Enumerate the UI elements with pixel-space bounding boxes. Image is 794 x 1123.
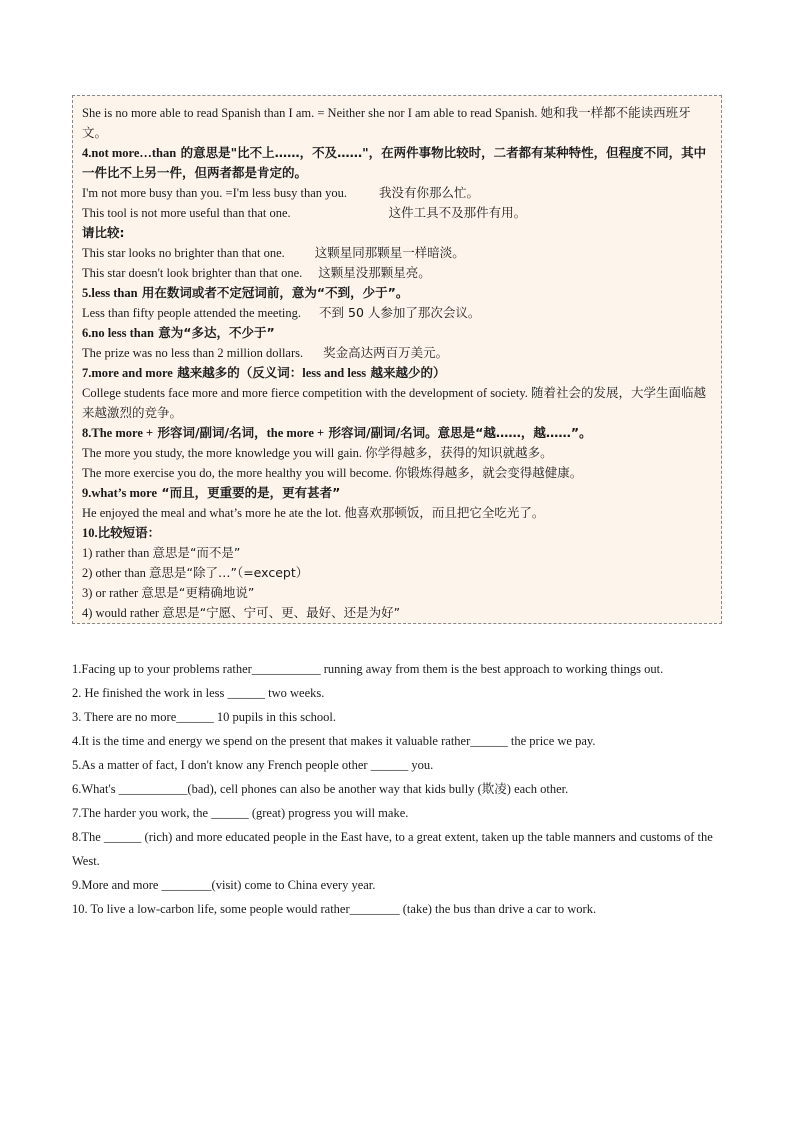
sec7-heading-en2: less and less [302,366,367,380]
sec4-example-2-cn: 这件工具不及那件有用。 [388,205,527,220]
sec5-heading-cn: 用在数词或者不定冠词前，意为“不到，少于”。 [137,285,409,300]
sec4-example-2 [82,203,713,223]
compare-example-2-en: This star doesn't look brighter than that one. [82,266,303,280]
exercise-item-5: 5.As a matter of fact, I don't know any French people other ______ you. [72,758,434,772]
sec6-example [82,343,713,363]
sec10-item-3 [82,583,713,603]
sec8-heading-cn: 形容词/副词/名词， [153,425,267,440]
sec10-item-1 [82,543,713,563]
sec7-example [82,383,713,423]
sec10-item-4-cn: 意思是“宁愿、宁可、更、最好、还是为好” [162,605,401,620]
intro-example-cn: 她和我一样都不能读西班牙文。 [82,105,691,140]
sec4-heading-cn: 的意思是"比不上……，不及……"，在两件事物比较时，二者都有某种特性，但程度不同，其中一件比不上另一件，但两者都是肯定的。 [82,145,707,180]
sec5-example-en: Less than fifty people attended the meeting. [82,306,302,320]
exercise-item-8: 8.The ______ (rich) and more educated people in the East have, to a great extent, taken up the table manners and customs of the West. [72,830,713,868]
sec8-example-1-cn: 你学得越多，获得的知识就越多。 [365,445,553,460]
sec10-item-2-en: 2) other than [82,566,149,580]
sec8-example-2 [82,463,713,483]
exercise-item-7: 7.The harder you work, the ______ (great) progress you will make. [72,806,409,820]
sec4-example-1 [82,183,713,203]
sec8-heading-cn2: 形容词/副词/名词。意思是“越……，越……”。 [324,425,592,440]
sec9-heading-en: 9.what’s more [82,486,157,500]
sec4-example-1-en: I'm not more busy than you. =I'm less busy than you. [82,186,348,200]
sec10-item-2-cn: 意思是“除了…”（=except） [149,565,309,580]
sec10-item-1-cn: 意思是“而不是” [152,545,241,560]
sec8-example-1-en: The more you study, the more knowledge you will gain. [82,446,366,460]
sec4-example-1-cn: 我没有你那么忙。 [379,185,480,200]
intro-example-en: She is no more able to read Spanish than I am. = Neither she nor I am able to read Spanish. [82,106,541,120]
sec10-item-4 [82,603,713,623]
sec9-heading-cn: “而且，更重要的是，更有甚者” [157,485,341,500]
sec7-example-en: College students face more and more fierce competition with the development of society. [82,386,532,400]
sec4-example-2-en: This tool is not more useful than that one. [82,206,291,220]
sec10-item-4-en: 4) would rather [82,606,163,620]
sec6-example-cn: 奖金高达两百万美元。 [323,345,449,360]
sec10-heading [82,523,713,543]
sec8-example-1 [82,443,713,463]
sec6-heading-cn: 意为“多达，不少于” [153,325,275,340]
exercise-item-10: 10. To live a low-carbon life, some people would rather________ (take) the bus than drive a car to work. [72,902,597,916]
sec8-heading-en: 8.The more + [82,426,154,440]
sec9-heading [82,483,713,503]
sec6-heading-en: 6.no less than [82,326,154,340]
sec6-example-en: The prize was no less than 2 million dollars. [82,346,304,360]
sec9-example-en: He enjoyed the meal and what’s more he ate the lot. [82,506,345,520]
sec5-heading [82,283,713,303]
sec7-heading-en: 7.more and more [82,366,173,380]
sec8-heading [82,423,713,443]
sec4-heading-en: 4.not more…than [82,146,177,160]
sec10-heading-cn: 比较短语： [97,525,161,540]
compare-example-2-cn: 这颗星没那颗星亮。 [318,265,431,280]
sec4-heading [82,143,713,183]
compare-example-1-cn: 这颗星同那颗星一样暗淡。 [314,245,465,260]
exercise-list [72,657,722,921]
sec8-heading-en2: the more + [266,426,325,440]
exercise-item-6: 6.What's ___________(bad), cell phones can also be another way that kids bully (欺凌) each other. [72,782,569,796]
sec9-example-cn: 他喜欢那顿饭，而且把它全吃光了。 [344,505,545,520]
compare-heading: 请比较: [82,225,125,240]
sec8-example-2-cn: 你锻炼得越多，就会变得越健康。 [394,465,583,480]
sec7-heading [82,363,713,383]
exercise-item-2: 2. He finished the work in less ______ two weeks. [72,686,325,700]
sec5-example [82,303,713,323]
intro-example [82,103,713,143]
exercise-item-3: 3. There are no more______ 10 pupils in this school. [72,710,336,724]
sec7-heading-cn2: 越来越少的） [366,365,446,380]
compare-example-1 [82,243,713,263]
sec10-item-2 [82,563,713,583]
exercise-item-1: 1.Facing up to your problems rather___________ running away from them is the best approach to working things out. [72,662,664,676]
sec10-heading-en: 10. [82,526,98,540]
sec10-item-1-en: 1) rather than [82,546,153,560]
compare-example-1-en: This star looks no brighter than that one. [82,246,285,260]
grammar-notes-box [72,95,722,624]
exercise-item-4: 4.It is the time and energy we spend on the present that makes it valuable rather______ the price we pay. [72,734,596,748]
sec7-example-cn: 随着社会的发展，大学生面临越来越激烈的竞争。 [82,385,707,420]
sec10-item-3-cn: 意思是“更精确地说” [141,585,255,600]
sec5-example-cn: 不到 50 人参加了那次会议。 [319,305,481,320]
sec9-example [82,503,713,523]
sec8-example-2-en: The more exercise you do, the more healthy you will become. [82,466,395,480]
sec10-item-3-en: 3) or rather [82,586,142,600]
sec5-heading-en: 5.less than [82,286,138,300]
compare-example-2 [82,263,713,283]
sec7-heading-cn: 越来越多的（反义词： [172,365,303,380]
exercise-item-9: 9.More and more ________(visit) come to China every year. [72,878,376,892]
sec6-heading [82,323,713,343]
